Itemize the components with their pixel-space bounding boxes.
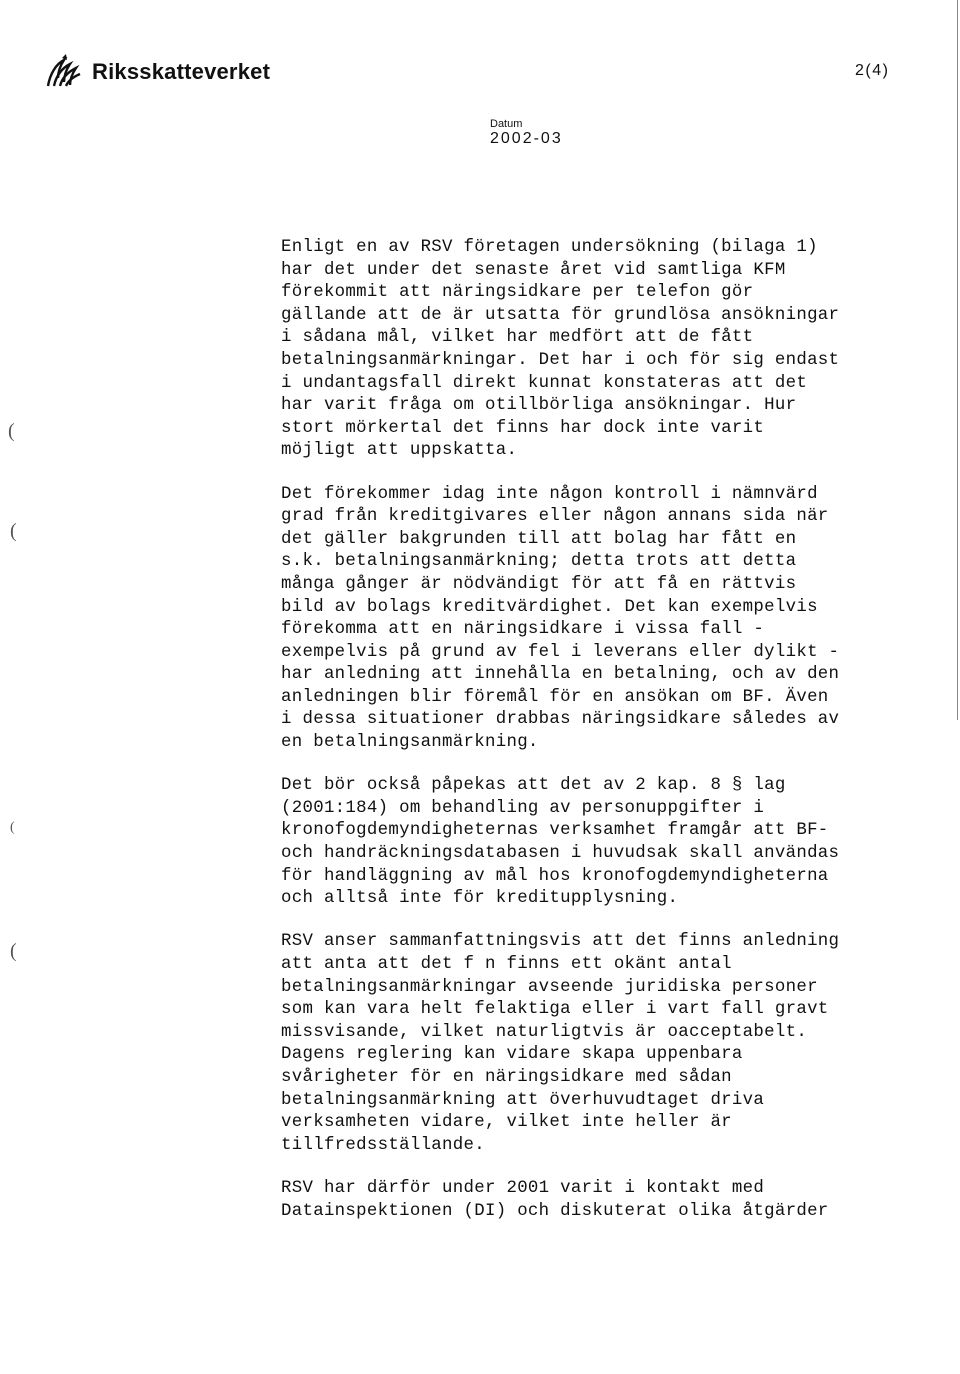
text-line: RSV har därför under 2001 varit i kontakt med [281, 1178, 765, 1198]
letter-body [281, 237, 921, 1244]
text-line: Datainspektionen (DI) och diskuterat olika åtgärder [281, 1201, 829, 1221]
text-line: många gånger är nödvändigt för att få en rättvis [281, 574, 797, 594]
text-line: förekomma att en näringsidkare i vissa fall - [281, 620, 765, 640]
margin-mark: ( [10, 940, 17, 962]
text-line: Enligt en av RSV företagen undersökning (bilaga 1) [281, 238, 818, 257]
text-line: bild av bolags kreditvärdighet. Det kan exempelvis [281, 597, 818, 617]
text-line: stort mörkertal det finns har dock inte varit [281, 418, 765, 438]
text-line: betalningsanmärkningar. Det har i och för sig endast [281, 350, 840, 370]
text-line: betalningsanmärkning att överhuvudtaget driva [281, 1090, 765, 1110]
text-line: det gäller bakgrunden till att bolag har fått en [281, 529, 797, 549]
text-line: (2001:184) om behandling av personuppgifter i [281, 798, 765, 818]
text-line: svårigheter för en näringsidkare med sådan [281, 1067, 732, 1087]
text-line: i sådana mål, vilket har medfört att de fått [281, 328, 754, 348]
paragraph [281, 484, 921, 755]
text-line: RSV anser sammanfattningsvis att det finns anledning [281, 932, 840, 952]
text-line: Det bör också påpekas att det av 2 kap. 8 § lag [281, 776, 786, 796]
margin-mark: ( [8, 420, 15, 442]
text-line: att anta att det f n finns ett okänt antal [281, 955, 732, 974]
text-line: som kan vara helt felaktiga eller i vart fall gravt [281, 1000, 829, 1020]
text-line: i dessa situationer drabbas näringsidkare således av [281, 710, 840, 730]
text-line: har varit fråga om otillbörliga ansökningar. Hur [281, 396, 797, 416]
text-line: en betalningsanmärkning. [281, 733, 539, 753]
text-line: har det under det senaste året vid samtliga KFM [281, 260, 786, 280]
text-line: verksamheten vidare, vilket inte heller är [281, 1113, 732, 1133]
text-line: Det förekommer idag inte någon kontroll i nämnvärd [281, 484, 818, 504]
text-line: tillfredsställande. [281, 1135, 485, 1155]
text-line: förekommit att näringsidkare per telefon gör [281, 283, 754, 303]
paragraph [281, 1178, 921, 1223]
text-line: grad från kreditgivares eller någon annans sida när [281, 507, 829, 527]
text-line: exempelvis på grund av fel i leverans eller dylikt - [281, 642, 840, 662]
text-line: och alltså inte för kreditupplysning. [281, 889, 679, 909]
text-line: i undantagsfall direkt kunnat konstateras att det [281, 373, 808, 393]
text-line: gällande att de är utsatta för grundlösa ansökningar [281, 305, 840, 325]
paragraph [281, 931, 921, 1157]
riksskatteverket-logo-icon [40, 52, 86, 92]
text-line: missvisande, vilket naturligtvis är oacceptabelt. [281, 1022, 808, 1042]
page-number: 2(4) [855, 62, 890, 79]
paragraph [281, 237, 921, 463]
organization-name: Riksskatteverket [92, 59, 271, 84]
text-line: Dagens reglering kan vidare skapa uppenbara [281, 1045, 743, 1065]
margin-mark: ( [10, 520, 17, 542]
text-line: har anledning att innehålla en betalning, och av den [281, 665, 840, 685]
letterhead [40, 52, 270, 92]
text-line: anledningen blir föremål för en ansökan om BF. Även [281, 687, 829, 707]
scan-edge-line [957, 0, 958, 720]
text-line: för handläggning av mål hos kronofogdemyndigheterna [281, 866, 829, 886]
date-label: Datum [490, 118, 523, 130]
text-line: möjligt att uppskatta. [281, 441, 518, 461]
text-line: och handräckningsdatabasen i huvudsak skall användas [281, 844, 840, 864]
text-line: s.k. betalningsanmärkning; detta trots att detta [281, 552, 797, 572]
text-line: kronofogdemyndigheternas verksamhet framgår att BF- [281, 821, 829, 841]
text-line: betalningsanmärkningar avseende juridiska personer [281, 977, 818, 997]
margin-mark: ( [10, 820, 15, 835]
date-value: 2002-03 [490, 130, 563, 147]
paragraph [281, 775, 921, 911]
